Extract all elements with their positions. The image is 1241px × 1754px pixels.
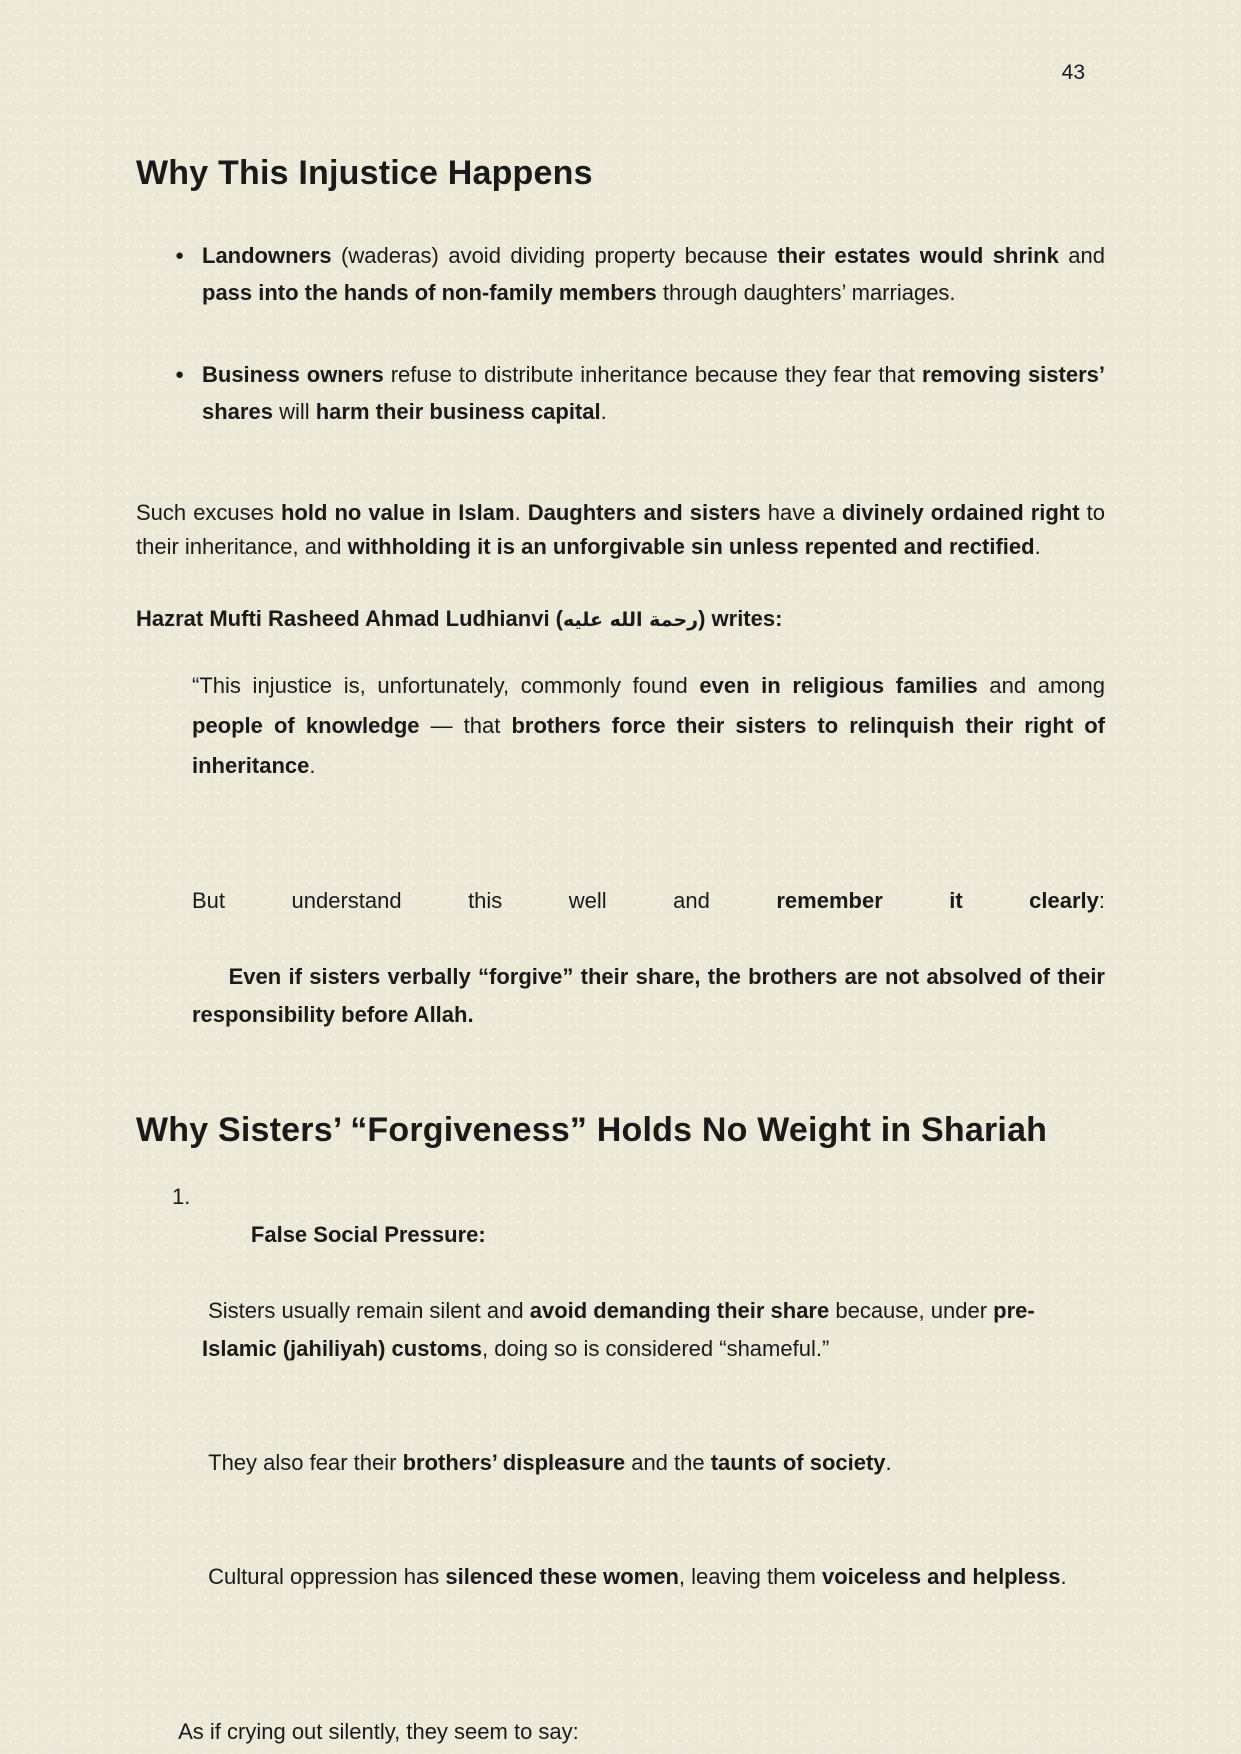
bullet-icon: ● xyxy=(175,247,185,264)
list-item-number: 1. xyxy=(172,1184,191,1209)
quote-remember-line1: But understand this well and remember it clearly: xyxy=(192,888,1106,913)
list-item-false-social-pressure xyxy=(172,1178,1105,1672)
quote-remember xyxy=(136,806,1112,1072)
page-number: 43 xyxy=(1061,61,1085,84)
bullet-item-landowners xyxy=(175,237,1112,311)
list-item-para: They also fear their brothers’ displeasure and the taunts of society. xyxy=(202,1450,892,1475)
section-title-forgiveness: Why Sisters’ “Forgiveness” Holds No Weight in Shariah xyxy=(136,1111,1048,1149)
bullet-text: Business owners refuse to distribute inheritance because they fear that removing sisters’ shares will harm their business capital. xyxy=(202,362,1112,424)
list-item-para: Cultural oppression has silenced these women, leaving them voiceless and helpless. xyxy=(202,1564,1067,1589)
list-item-body xyxy=(202,1178,1105,1672)
numbered-list xyxy=(136,1178,1105,1672)
bullet-item-business-owners xyxy=(175,356,1112,430)
page-content xyxy=(136,0,1112,1749)
list-item-title: False Social Pressure: xyxy=(250,1222,486,1247)
paragraph-excuses: Such excuses hold no value in Islam. Daughters and sisters have a divinely ordained right to their inheritance, and withholding it is an unforgivable sin unless repented and rectified. xyxy=(136,500,1112,559)
paragraph-hazrat-attribution: Hazrat Mufti Rasheed Ahmad Ludhianvi (رحمة الله عليه) writes: xyxy=(136,606,783,631)
bullet-list xyxy=(136,237,1112,430)
quote-injustice: “This injustice is, unfortunately, commonly found even in religious families and among people of knowledge — that brothers force their sisters to relinquish their right of inheritance. xyxy=(192,673,1112,778)
bullet-icon: ● xyxy=(175,366,185,383)
page-title: Why This Injustice Happens xyxy=(136,154,593,192)
quote-remember-rest: Even if sisters verbally “forgive” their share, the brothers are not absolved of their responsibility before Allah. xyxy=(192,964,1112,1027)
list-item-para: Sisters usually remain silent and avoid demanding their share because, under pre-Islamic (jahiliyah) customs, doing so is considered “shameful.” xyxy=(202,1298,1035,1361)
closing-line: As if crying out silently, they seem to say: xyxy=(172,1719,579,1744)
bullet-text: Landowners (waderas) avoid dividing property because their estates would shrink and pass into the hands of non-family members through daughters’ marriages. xyxy=(202,243,1112,305)
